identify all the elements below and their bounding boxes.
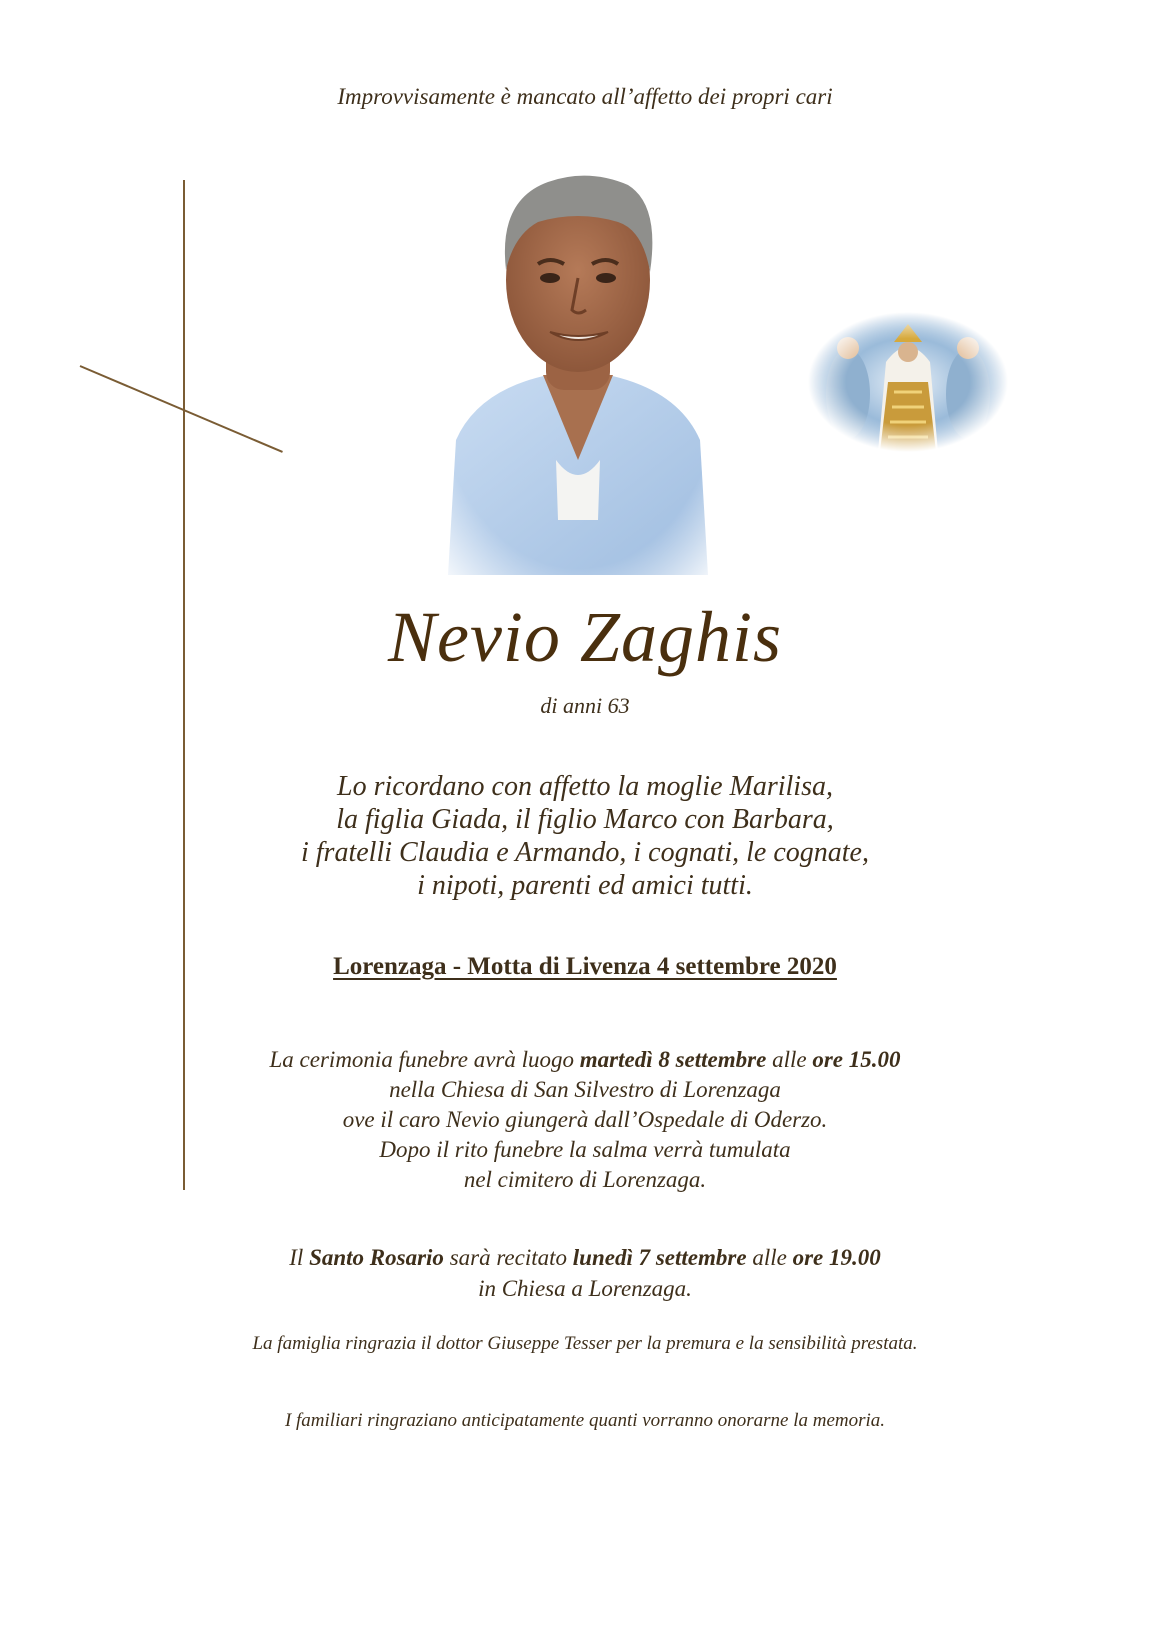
ceremony-time: ore 15.00	[812, 1047, 901, 1072]
madonna-image	[808, 312, 1008, 452]
rosary-line-2: in Chiesa a Lorenzaga.	[478, 1276, 692, 1301]
family-line: i fratelli Claudia e Armando, i cognati, le cognate,	[301, 837, 869, 868]
rosary-text: Il	[289, 1245, 310, 1270]
deceased-name: Nevio Zaghis	[387, 597, 782, 677]
age-text: di anni 63	[540, 693, 630, 718]
place-date-text: Lorenzaga - Motta di Livenza 4 settembre 2020	[333, 953, 837, 980]
family-line: la figlia Giada, il figlio Marco con Barbara,	[336, 804, 834, 835]
cross-vertical-bar	[183, 180, 185, 1190]
rosary-time: ore 19.00	[792, 1245, 881, 1270]
ceremony-text: alle	[766, 1047, 813, 1072]
rosary-info	[0, 1242, 1170, 1304]
intro-text: Improvvisamente è mancato all’affetto dei propri cari	[337, 84, 833, 109]
place-date	[0, 953, 1170, 981]
thanks-doctor: La famiglia ringrazia il dottor Giuseppe Tesser per la premura e la sensibilità prestata.	[252, 1333, 918, 1354]
rosary-line-1	[0, 1242, 1170, 1273]
ceremony-line-5: nel cimitero di Lorenzaga.	[463, 1167, 707, 1192]
ceremony-line-3: ove il caro Nevio giungerà dall’Ospedale di Oderzo.	[342, 1107, 828, 1132]
family-message	[0, 770, 1170, 902]
ceremony-info	[0, 1045, 1170, 1195]
rosary-text: sarà recitato	[443, 1245, 573, 1270]
ceremony-text: La cerimonia funebre avrà luogo	[269, 1047, 580, 1072]
rosary-title: Santo Rosario	[309, 1245, 444, 1270]
ceremony-line-4: Dopo il rito funebre la salma verrà tumulata	[379, 1137, 791, 1162]
ceremony-line-2: nella Chiesa di San Silvestro di Lorenzaga	[389, 1077, 781, 1102]
cross-horizontal-bar	[80, 365, 283, 453]
rosary-text: alle	[746, 1245, 793, 1270]
family-line: Lo ricordano con affetto la moglie Marilisa,	[337, 771, 833, 802]
family-line: i nipoti, parenti ed amici tutti.	[417, 870, 753, 901]
ceremony-day: martedì 8 settembre	[579, 1047, 767, 1072]
portrait-photo	[438, 160, 718, 575]
ceremony-line-1	[0, 1045, 1170, 1075]
thanks-all: I familiari ringraziano anticipatamente quanti vorranno onorarne la memoria.	[284, 1410, 886, 1431]
rosary-day: lunedì 7 settembre	[572, 1245, 747, 1270]
